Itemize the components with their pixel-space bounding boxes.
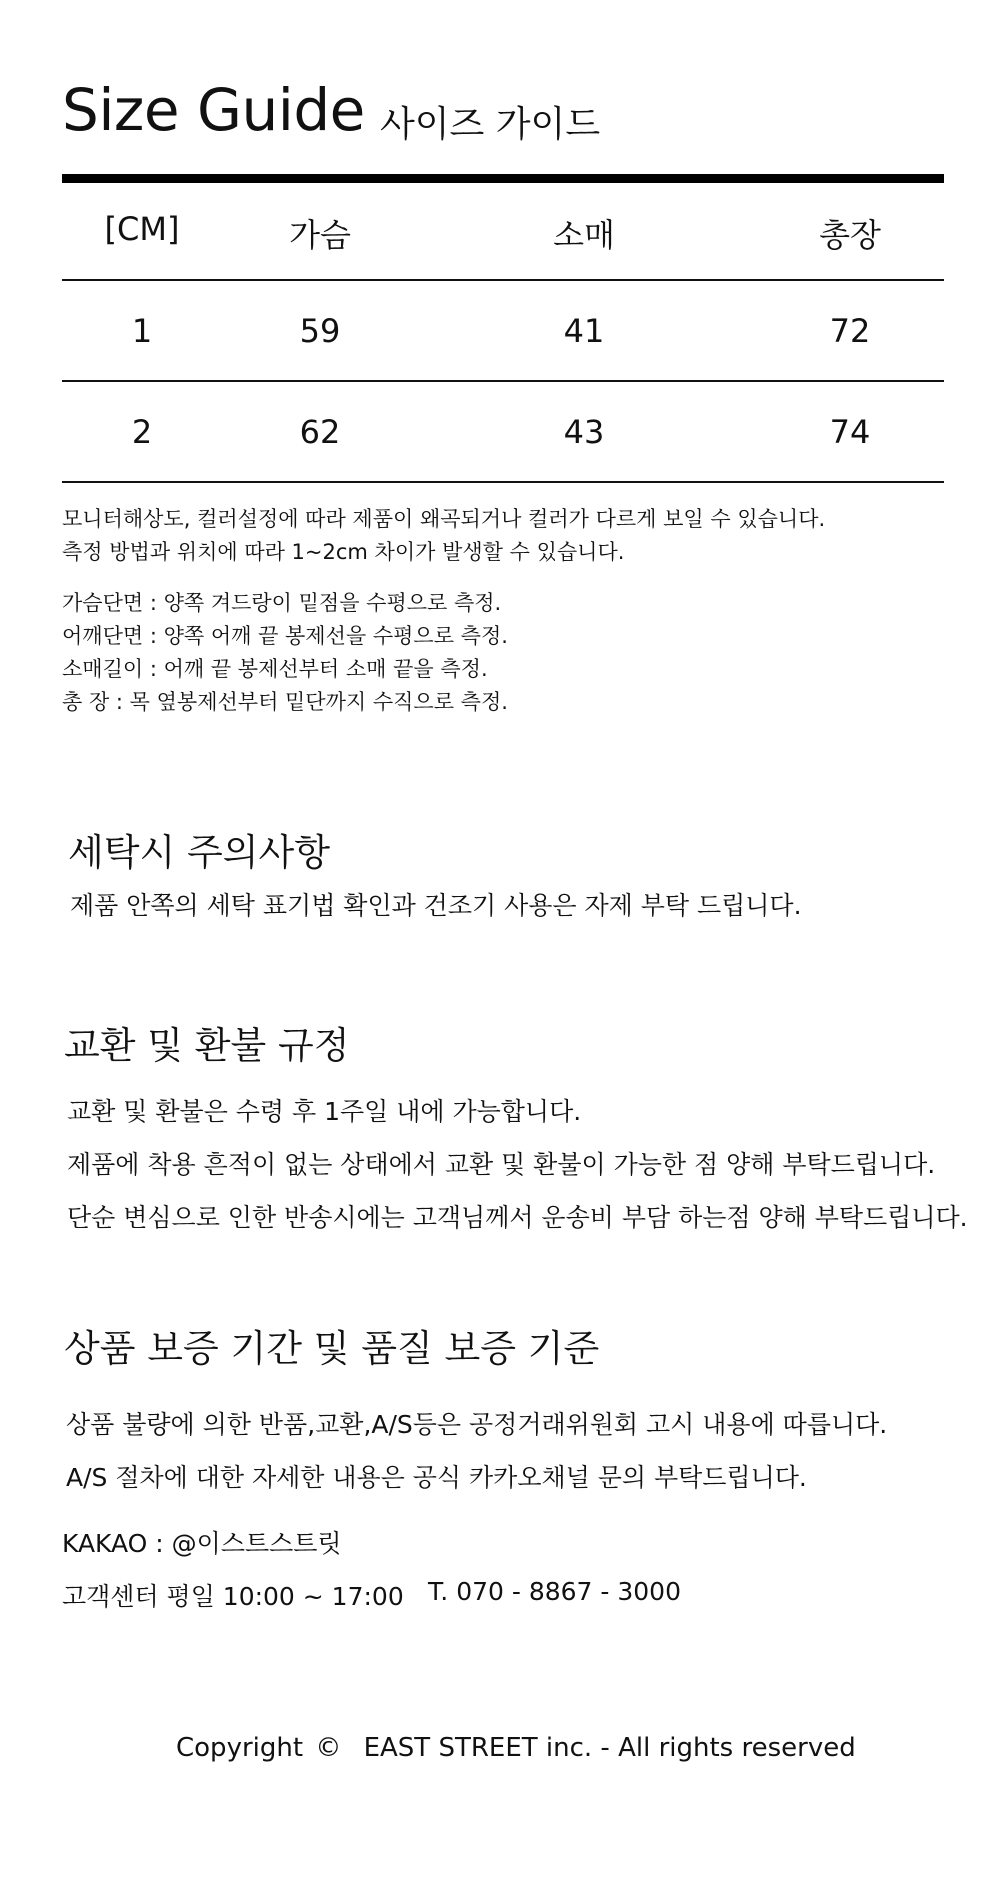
exchange-line: 단순 변심으로 인한 반송시에는 고객님께서 운송비 부담 하는점 양해 부탁드립니다. (67, 1203, 968, 1232)
cs-hours: 고객센터 평일 10:00 ~ 17:00 (62, 1582, 404, 1611)
measurement-line: 총 장 : 목 옆봉제선부터 밑단까지 수직으로 측정. (62, 690, 508, 714)
header-cell-unit: [CM] (104, 210, 180, 248)
measurement-line: 가슴단면 : 양쪽 겨드랑이 밑점을 수평으로 측정. (62, 591, 502, 615)
table-cell: 41 (563, 312, 605, 350)
title-divider (62, 174, 944, 183)
table-cell: 1 (131, 312, 153, 350)
exchange-line: 교환 및 환불은 수령 후 1주일 내에 가능합니다. (67, 1097, 582, 1126)
warranty-line: 상품 불량에 의한 반품,교환,A/S등은 공정거래위원회 고시 내용에 따릅니다. (66, 1410, 888, 1439)
table-cell: 74 (829, 413, 871, 451)
disclaimer-line: 측정 방법과 위치에 따라 1~2cm 차이가 발생할 수 있습니다. (62, 540, 625, 564)
copyright (176, 1733, 856, 1763)
header-cell-length: 총장 (819, 216, 881, 254)
measurement-line: 소매길이 : 어깨 끝 봉제선부터 소매 끝을 측정. (62, 657, 488, 681)
table-cell: 62 (299, 413, 341, 451)
table-divider (62, 279, 944, 281)
washing-text: 제품 안쪽의 세탁 표기법 확인과 건조기 사용은 자제 부탁 드립니다. (70, 891, 802, 920)
page-subtitle: 사이즈 가이드 (380, 104, 601, 145)
table-cell: 72 (829, 312, 871, 350)
table-cell: 2 (131, 413, 153, 451)
copyright-prefix: Copyright (176, 1733, 304, 1763)
copyright-symbol: © (315, 1733, 342, 1763)
warranty-line: A/S 절차에 대한 자세한 내용은 공식 카카오채널 문의 부탁드립니다. (66, 1463, 807, 1492)
page-title: Size Guide (62, 76, 365, 144)
disclaimer-line: 모니터해상도, 컬러설정에 따라 제품이 왜곡되거나 컬러가 다르게 보일 수 있습니다. (62, 507, 826, 531)
header-cell-sleeve: 소매 (553, 216, 615, 254)
exchange-title: 교환 및 환불 규정 (64, 1024, 350, 1067)
table-cell: 59 (299, 312, 341, 350)
copyright-text: EAST STREET inc. - All rights reserved (363, 1733, 856, 1763)
header-cell-chest: 가슴 (289, 216, 351, 254)
exchange-line: 제품에 착용 흔적이 없는 상태에서 교환 및 환불이 가능한 점 양해 부탁드립니다. (67, 1150, 936, 1179)
cs-phone: T. 070 - 8867 - 3000 (428, 1577, 681, 1606)
measurement-line: 어깨단면 : 양쪽 어깨 끝 봉제선을 수평으로 측정. (62, 624, 508, 648)
kakao-contact: KAKAO : @이스트스트릿 (62, 1529, 342, 1558)
warranty-title: 상품 보증 기간 및 품질 보증 기준 (64, 1327, 600, 1370)
table-cell: 43 (563, 413, 605, 451)
table-divider (62, 380, 944, 382)
washing-title: 세탁시 주의사항 (68, 831, 330, 874)
table-divider (62, 481, 944, 483)
